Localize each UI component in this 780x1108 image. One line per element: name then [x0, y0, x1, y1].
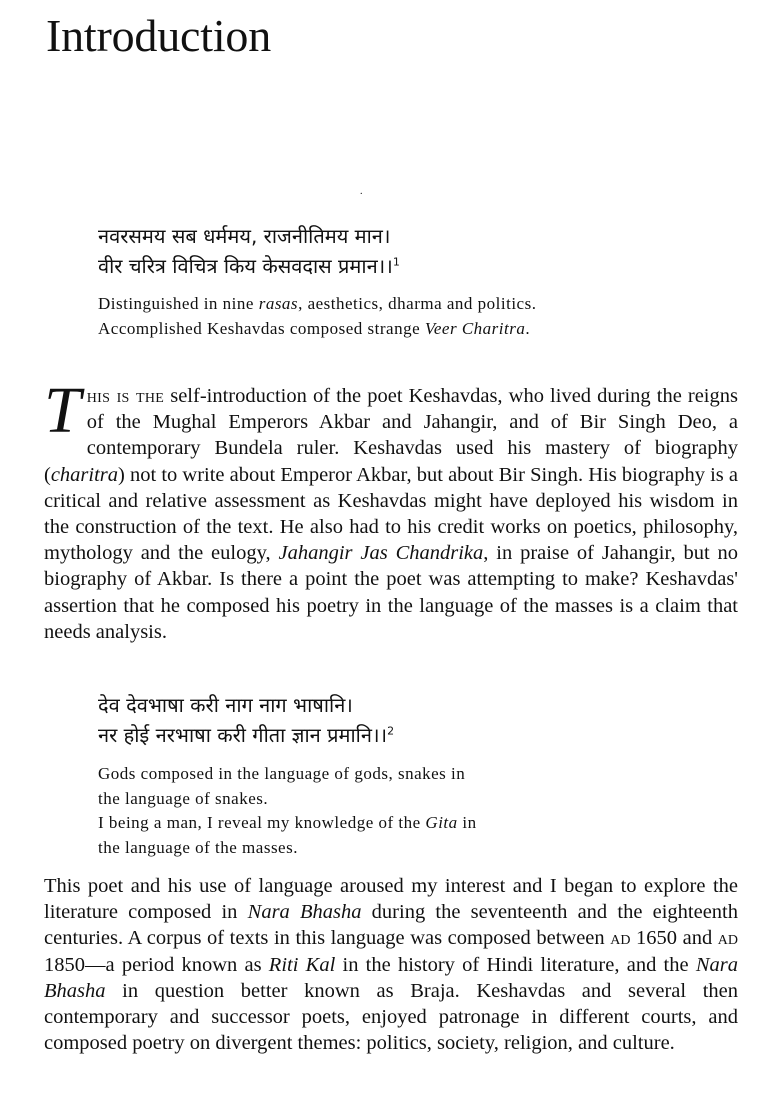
epigraph-2-translation-line-4: the language of the masses. — [98, 837, 298, 857]
epigraph-1-line-2 — [98, 251, 400, 281]
text-run: Accomplished Keshavdas composed strange — [98, 318, 425, 338]
text-run: I being a man, I reveal my knowledge of the — [98, 813, 426, 832]
italic-run: Gita — [425, 813, 458, 832]
text-run: self-introduction of the poet Keshavdas, who lived during the reigns of the Mughal Emperors Akbar and Jahangir, and of Bir Singh Deo, a contemporary Bundela ruler. Keshavdas used his mastery of biography ( — [44, 385, 738, 486]
text-run: 1850—a period known as — [44, 953, 269, 976]
italic-run: Veer Charitra — [424, 318, 526, 338]
text-run: in the history of Hindi literature, and the — [335, 953, 696, 976]
footnote-marker-2: 2 — [387, 724, 395, 738]
text-run: , in praise of Jahangir, but no biography of Akbar. Is there a point the poet was attempting to make? Keshavdas' assertion that he composed his poetry in the language of the masses is a claim that needs analysis. — [44, 542, 739, 643]
drop-cap: T — [44, 374, 81, 447]
stray-dot: . — [360, 186, 363, 197]
italic-run: rasas — [258, 294, 299, 313]
epigraph-1-translation-line-1 — [98, 292, 536, 317]
text-run: , aesthetics, dharma and politics. — [298, 294, 537, 313]
epigraph-2-translation-line-1: Gods composed in the language of gods, snakes in — [98, 764, 466, 783]
italic-run: Nara Bhasha — [247, 901, 362, 924]
text-run: ) not to write about Emperor Akbar, but about Bir Singh. His biography is a critical and relative assessment as Keshavdas might have deployed his wisdom in the construction of the text. He also had to his credit works on poetics, philosophy, mythology and the eulogy, — [44, 463, 738, 565]
epigraph-1-line-2-text: वीर चरित्र विचित्र किय केसवदास प्रमान।। — [98, 254, 393, 278]
epigraph-2-translation-line-3 — [98, 811, 477, 836]
footnote-marker-1: 1 — [392, 255, 400, 269]
text-run: in — [457, 813, 477, 832]
paragraph-1 — [44, 374, 739, 645]
epigraph-1-translation-line-2 — [98, 317, 536, 342]
epigraph-2-line-2-text: नर होई नरभाषा करी गीता ज्ञान प्रमानि।। — [98, 723, 388, 747]
epigraph-2-verse — [98, 690, 394, 750]
italic-run: Nara Bhasha — [44, 953, 738, 1002]
lead-in-small-caps: his is the — [86, 385, 165, 407]
epigraph-2-translation-line-2: the language of snakes. — [98, 788, 269, 808]
italic-run: charitra — [50, 463, 119, 486]
chapter-heading: Introduction — [46, 10, 271, 61]
text-run: during the seventeenth and the eighteenth centuries. A corpus of texts in this language was composed between — [44, 901, 738, 950]
epigraph-1-translation — [98, 292, 536, 341]
italic-run: Jahangir Jas Chandrika — [278, 542, 484, 565]
epigraph-2-translation — [98, 762, 477, 860]
epigraph-1-line-1: नवरसमय सब धर्ममय, राजनीतिमय मान। — [98, 224, 391, 248]
italic-run: Riti Kal — [268, 953, 336, 976]
text-run: . — [525, 318, 531, 338]
text-run: in question better known as Braja. Keshavdas and several then contemporary and successor poets, enjoyed patronage in different courts, and composed poetry on divergent themes: politics, society, religion, and culture. — [44, 979, 738, 1055]
era-abbreviation: ad — [717, 927, 738, 950]
epigraph-1-verse — [98, 221, 400, 281]
epigraph-2-line-2 — [98, 720, 394, 750]
text-run: This poet and his use of language aroused my interest and I began to explore the literature composed in — [44, 875, 738, 924]
text-run: Distinguished in nine — [98, 294, 259, 313]
epigraph-2-line-1: देव देवभाषा करी नाग नाग भाषानि। — [98, 693, 353, 717]
era-abbreviation: ad — [610, 927, 631, 950]
paragraph-2 — [44, 873, 738, 1056]
text-run: 1650 and — [630, 927, 718, 950]
